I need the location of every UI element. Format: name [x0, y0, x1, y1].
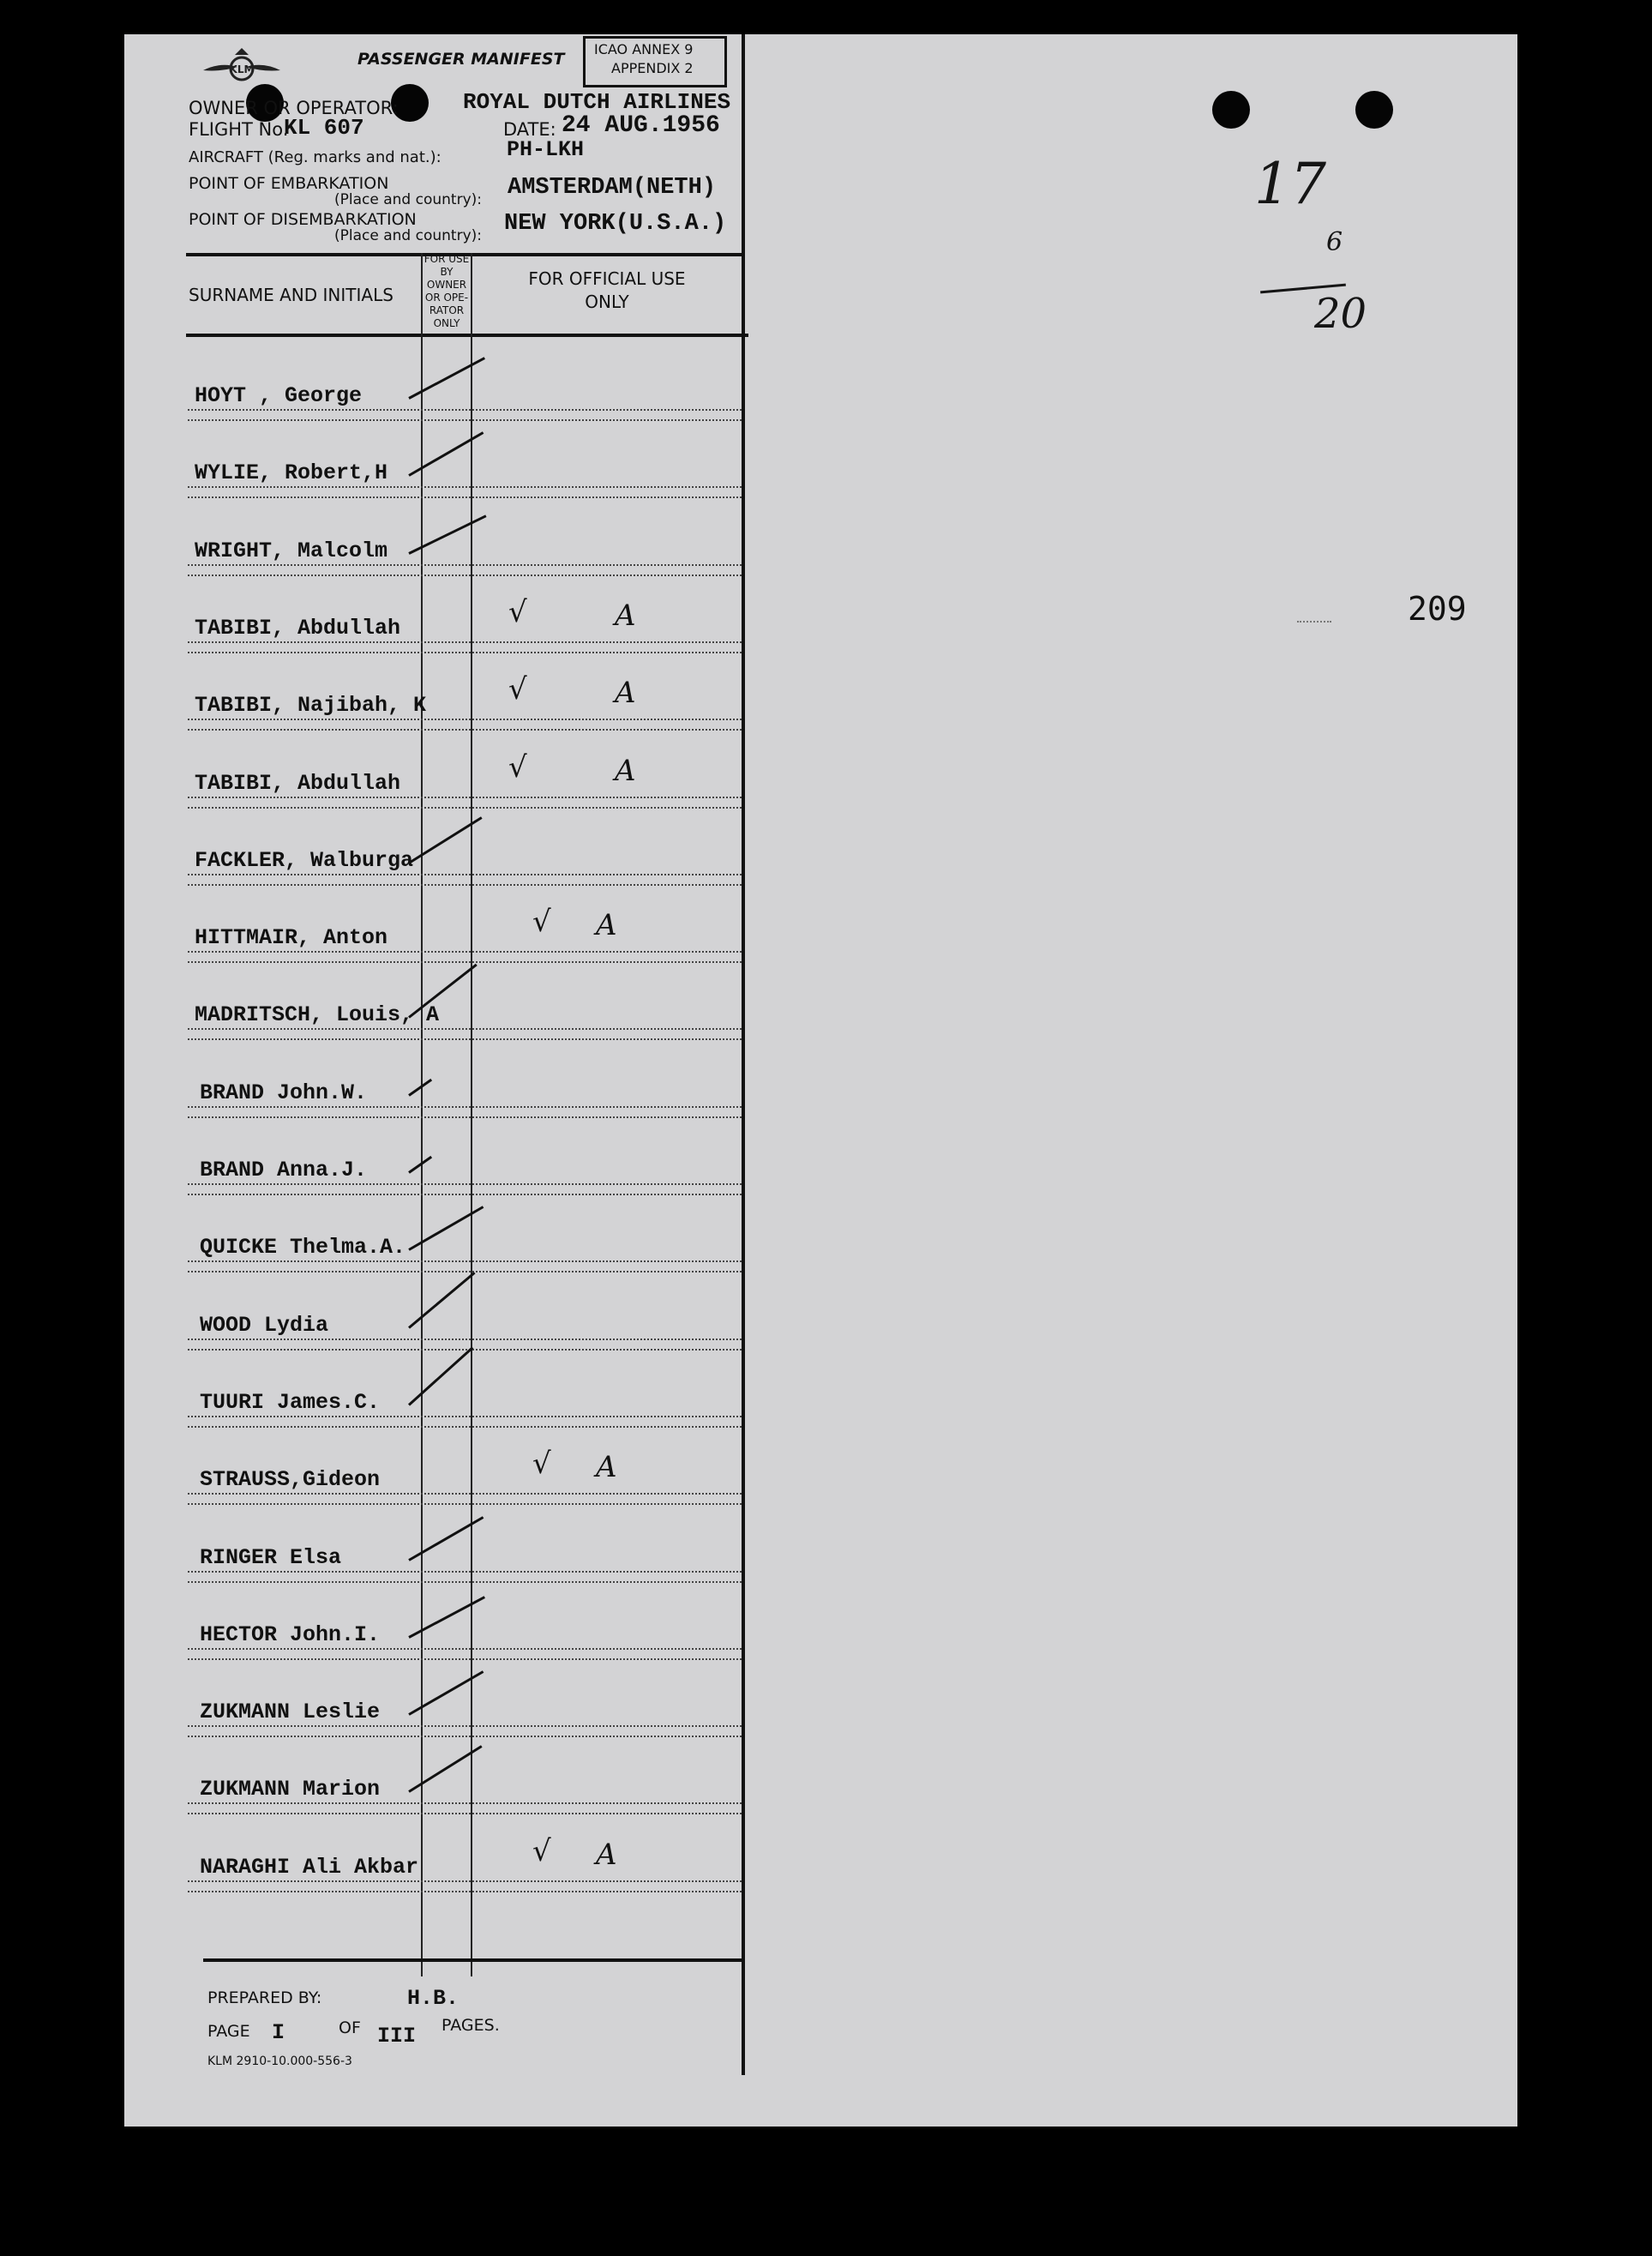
- disembark-label: POINT OF DISEMBARKATION: [189, 210, 417, 229]
- official-mark: A: [615, 598, 636, 633]
- row-rule: [188, 641, 742, 643]
- passenger-name: QUICKE Thelma.A.: [200, 1235, 406, 1260]
- row-rule: [188, 1891, 742, 1892]
- col-official-line: ONLY: [585, 292, 629, 312]
- row-rule: [188, 1339, 742, 1340]
- check-mark-icon: [408, 964, 478, 1019]
- passenger-name: MADRITSCH, Louis, A: [195, 1002, 440, 1028]
- aircraft-label: AIRCRAFT (Reg. marks and nat.):: [189, 148, 442, 166]
- passenger-name: WYLIE, Robert,H: [195, 460, 388, 486]
- right-border: [742, 34, 745, 2075]
- check-mark-icon: [408, 431, 484, 477]
- row-rule: [188, 1648, 742, 1650]
- passenger-name: HITTMAIR, Anton: [195, 925, 388, 951]
- flight-label: FLIGHT No.: [189, 119, 289, 140]
- of-value: III: [377, 2024, 417, 2048]
- row-rule: [188, 797, 742, 798]
- col-official-header: [474, 268, 740, 314]
- passenger-name: FACKLER, Walburga: [195, 847, 414, 873]
- date-label: DATE:: [503, 119, 556, 140]
- row-rule: [188, 1571, 742, 1573]
- of-label: OF: [339, 2018, 361, 2037]
- row-rule: [188, 951, 742, 953]
- flight-value: KL 607: [284, 115, 364, 141]
- passenger-name: BRAND John.W.: [200, 1080, 368, 1105]
- passenger-name: BRAND Anna.J.: [200, 1158, 368, 1182]
- prepared-label: PREPARED BY:: [207, 1988, 322, 2007]
- row-rule: [188, 874, 742, 875]
- passenger-name: TABIBI, Abdullah: [195, 615, 401, 641]
- row-rule: [188, 1736, 742, 1737]
- row-rule: [188, 961, 742, 963]
- passenger-name: TUURI James.C.: [200, 1389, 381, 1415]
- row-rule: [188, 1813, 742, 1814]
- passenger-name: STRAUSS,Gideon: [200, 1467, 381, 1493]
- check-mark-icon: √: [532, 1833, 551, 1868]
- passenger-name: NARAGHI Ali Akbar: [200, 1854, 419, 1880]
- check-mark-icon: [408, 1206, 484, 1251]
- embark-label: POINT OF EMBARKATION: [189, 174, 389, 193]
- row-rule: [188, 1038, 742, 1040]
- check-mark-icon: [408, 1272, 476, 1329]
- passenger-name: HECTOR John.I.: [200, 1621, 381, 1647]
- row-rule: [188, 652, 742, 653]
- disembark-value: NEW YORK(U.S.A.): [504, 211, 727, 237]
- row-rule: [188, 884, 742, 886]
- check-mark-icon: [408, 1670, 484, 1716]
- annotation-top-number: 17: [1254, 151, 1326, 217]
- official-mark: A: [615, 753, 636, 788]
- date-value: 24 AUG.1956: [562, 112, 720, 139]
- check-mark-icon: √: [508, 672, 527, 707]
- official-mark: A: [615, 676, 636, 711]
- annotation-bottom-number: 20: [1314, 290, 1367, 338]
- col-owner-line: ONLY: [433, 317, 460, 329]
- table-bottom-rule: [203, 1958, 745, 1962]
- col-official-line: FOR OFFICIAL USE: [528, 268, 686, 289]
- row-rule: [188, 419, 742, 421]
- official-mark: A: [596, 1450, 617, 1485]
- row-rule: [188, 1349, 742, 1351]
- passenger-name: TABIBI, Najibah, K: [195, 693, 427, 719]
- row-rule: [188, 729, 742, 731]
- page-label: PAGE: [207, 2022, 250, 2041]
- official-mark: A: [596, 1837, 617, 1872]
- passenger-name: WOOD Lydia: [200, 1312, 329, 1338]
- col-owner-line: OR OPE-: [424, 292, 469, 304]
- row-rule: [188, 1725, 742, 1727]
- annex-line-1: ICAO ANNEX 9: [594, 41, 694, 57]
- row-rule: [188, 1802, 742, 1804]
- row-rule: [188, 1106, 742, 1108]
- row-rule: [188, 719, 742, 720]
- check-mark-icon: √: [532, 905, 551, 940]
- check-mark-icon: [408, 1596, 485, 1639]
- embark-value: AMSTERDAM(NETH): [508, 175, 717, 201]
- annex-line-2: APPENDIX 2: [611, 60, 694, 76]
- passenger-name: ZUKMANN Leslie: [200, 1700, 381, 1725]
- row-rule: [188, 1493, 742, 1495]
- row-rule: [188, 1194, 742, 1195]
- row-rule: [188, 1416, 742, 1417]
- row-rule: [188, 1503, 742, 1505]
- check-mark-icon: √: [532, 1447, 551, 1482]
- row-rule: [188, 564, 742, 566]
- col-owner-line: RATOR: [429, 304, 465, 316]
- form-title: PASSENGER MANIFEST: [357, 50, 565, 69]
- disembark-sub: (Place and country):: [334, 227, 482, 244]
- col-owner-line: OWNER: [426, 279, 467, 291]
- punch-hole: [1355, 91, 1393, 129]
- owner-value: ROYAL DUTCH AIRLINES: [463, 89, 731, 115]
- passenger-name: WRIGHT, Malcolm: [195, 538, 388, 563]
- row-rule: [188, 1260, 742, 1262]
- prepared-value: H.B.: [407, 1986, 460, 2011]
- embark-sub: (Place and country):: [334, 191, 482, 208]
- row-rule: [188, 1183, 742, 1185]
- form-code: KLM 2910-10.000-556-3: [207, 2054, 352, 2068]
- col-owner-header: [422, 253, 472, 330]
- owner-col-right: [471, 253, 472, 1976]
- row-rule: [188, 496, 742, 498]
- row-rule: [188, 1658, 742, 1660]
- row-rule: [188, 486, 742, 488]
- owner-label: OWNER OR OPERATOR:: [189, 98, 399, 118]
- row-rule: [188, 575, 742, 576]
- stamp-number: 209: [1408, 590, 1467, 628]
- row-rule: [188, 1880, 742, 1882]
- col-owner-line: BY: [440, 266, 454, 278]
- row-rule: [188, 409, 742, 411]
- row-rule: [188, 1271, 742, 1272]
- check-mark-icon: [408, 1516, 484, 1561]
- check-mark-icon: [408, 1346, 473, 1405]
- col-name-header: SURNAME AND INITIALS: [189, 285, 393, 305]
- owner-col-left: [421, 253, 423, 1976]
- page-value: I: [272, 2020, 285, 2045]
- row-rule: [188, 1581, 742, 1583]
- klm-logo-icon: [195, 43, 289, 94]
- official-mark: A: [596, 908, 617, 943]
- punch-hole: [1212, 91, 1250, 129]
- svg-text:KLM: KLM: [229, 63, 255, 75]
- passenger-name: TABIBI, Abdullah: [195, 770, 401, 796]
- row-rule: [188, 1426, 742, 1428]
- aircraft-value: PH-LKH: [507, 137, 585, 162]
- manifest-sheet: [124, 34, 1517, 2127]
- row-rule: [188, 807, 742, 809]
- check-mark-icon: √: [508, 749, 527, 785]
- header-bottom-rule: [186, 334, 748, 337]
- check-mark-icon: √: [508, 594, 527, 629]
- passenger-name: HOYT , George: [195, 383, 363, 408]
- pages-label: PAGES.: [442, 2016, 500, 2035]
- passenger-name: ZUKMANN Marion: [200, 1777, 381, 1802]
- row-rule: [188, 1028, 742, 1030]
- passenger-name: RINGER Elsa: [200, 1544, 342, 1570]
- faint-marks: [1297, 621, 1331, 623]
- col-owner-line: FOR USE: [424, 253, 470, 265]
- check-mark-icon: [408, 357, 485, 400]
- annotation-mid-number: 6: [1326, 227, 1343, 257]
- row-rule: [188, 1116, 742, 1118]
